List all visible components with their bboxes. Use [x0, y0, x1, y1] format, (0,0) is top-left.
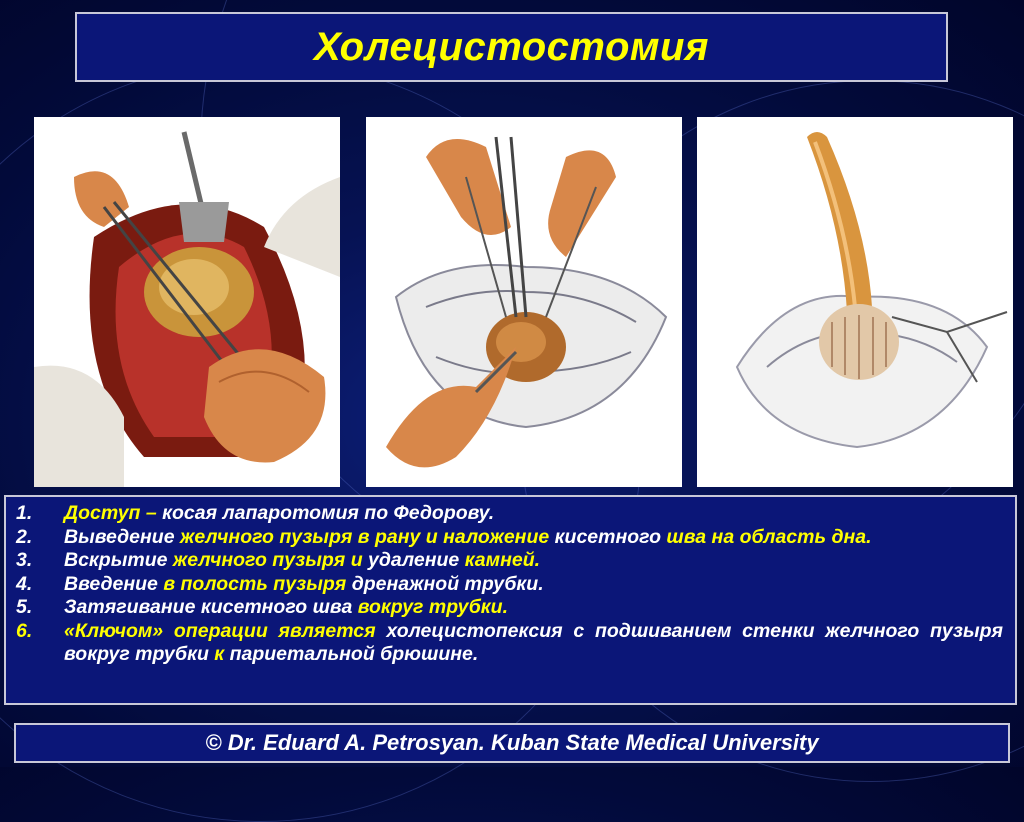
- step-text-highlight: камней.: [464, 549, 541, 571]
- step-text-highlight: вокруг трубки.: [357, 596, 508, 618]
- step-text-highlight: к: [214, 643, 225, 665]
- step-text-plain: париетальной брюшине.: [224, 643, 479, 665]
- step-item: [16, 620, 1003, 667]
- step-text-plain: Введение: [64, 572, 164, 595]
- step-text-plain: Затягивание кисетного шва: [64, 596, 358, 618]
- surgery-illustration-2: [366, 117, 682, 487]
- step-text-highlight: желчного пузыря и: [172, 549, 363, 571]
- step-text-plain: дренажной трубки.: [346, 572, 544, 595]
- step-item: [16, 549, 1003, 573]
- step-number: 5.: [16, 596, 33, 618]
- step-text-highlight: шва на область дна.: [666, 525, 872, 548]
- surgery-illustration-1: [34, 117, 340, 487]
- step-item: [16, 526, 1003, 550]
- step-text-plain: косая лапаротомия по Федорову.: [162, 502, 495, 524]
- step-text: [64, 549, 1003, 573]
- step-number: 3.: [16, 549, 33, 571]
- step-item: [16, 596, 1003, 620]
- step-text: [64, 502, 1003, 526]
- slide-title-box: [75, 12, 948, 82]
- step-text-highlight: желчного пузыря в рану и наложение: [179, 525, 550, 548]
- step-text-plain: холецистопексия с подшиванием стенки желчного пузыря вокруг трубки: [64, 619, 1003, 665]
- step-item: [16, 573, 1003, 597]
- illustration-step-2: [366, 117, 682, 487]
- illustration-step-3: [697, 117, 1013, 487]
- step-text-highlight: в полость пузыря: [163, 572, 347, 595]
- step-text-plain: Вскрытие: [64, 549, 173, 571]
- footer-box: [14, 723, 1010, 763]
- step-text-highlight: Доступ –: [64, 502, 163, 524]
- step-text: [64, 573, 1003, 597]
- step-item: [16, 502, 1003, 526]
- steps-list: [4, 495, 1017, 705]
- copyright-text: © Dr. Eduard A. Petrosyan. Kuban State Medical University: [205, 730, 819, 755]
- illustration-step-1: [34, 117, 340, 487]
- step-number: 2.: [16, 525, 33, 548]
- surgery-illustration-3: [697, 117, 1013, 487]
- step-text-plain: кисетного: [549, 525, 667, 548]
- steps-container: [16, 502, 1003, 667]
- slide-title: Холецистостомия: [314, 24, 709, 69]
- step-number: 6.: [16, 619, 33, 642]
- step-text-highlight: «Ключом» операции является: [64, 619, 376, 642]
- step-number: 1.: [16, 502, 33, 524]
- step-text-plain: Выведение: [64, 525, 180, 548]
- step-text: [64, 526, 1003, 550]
- step-text: [64, 620, 1003, 667]
- step-number: 4.: [16, 572, 33, 595]
- step-text: [64, 596, 1003, 620]
- step-text-plain: удаление: [362, 549, 465, 571]
